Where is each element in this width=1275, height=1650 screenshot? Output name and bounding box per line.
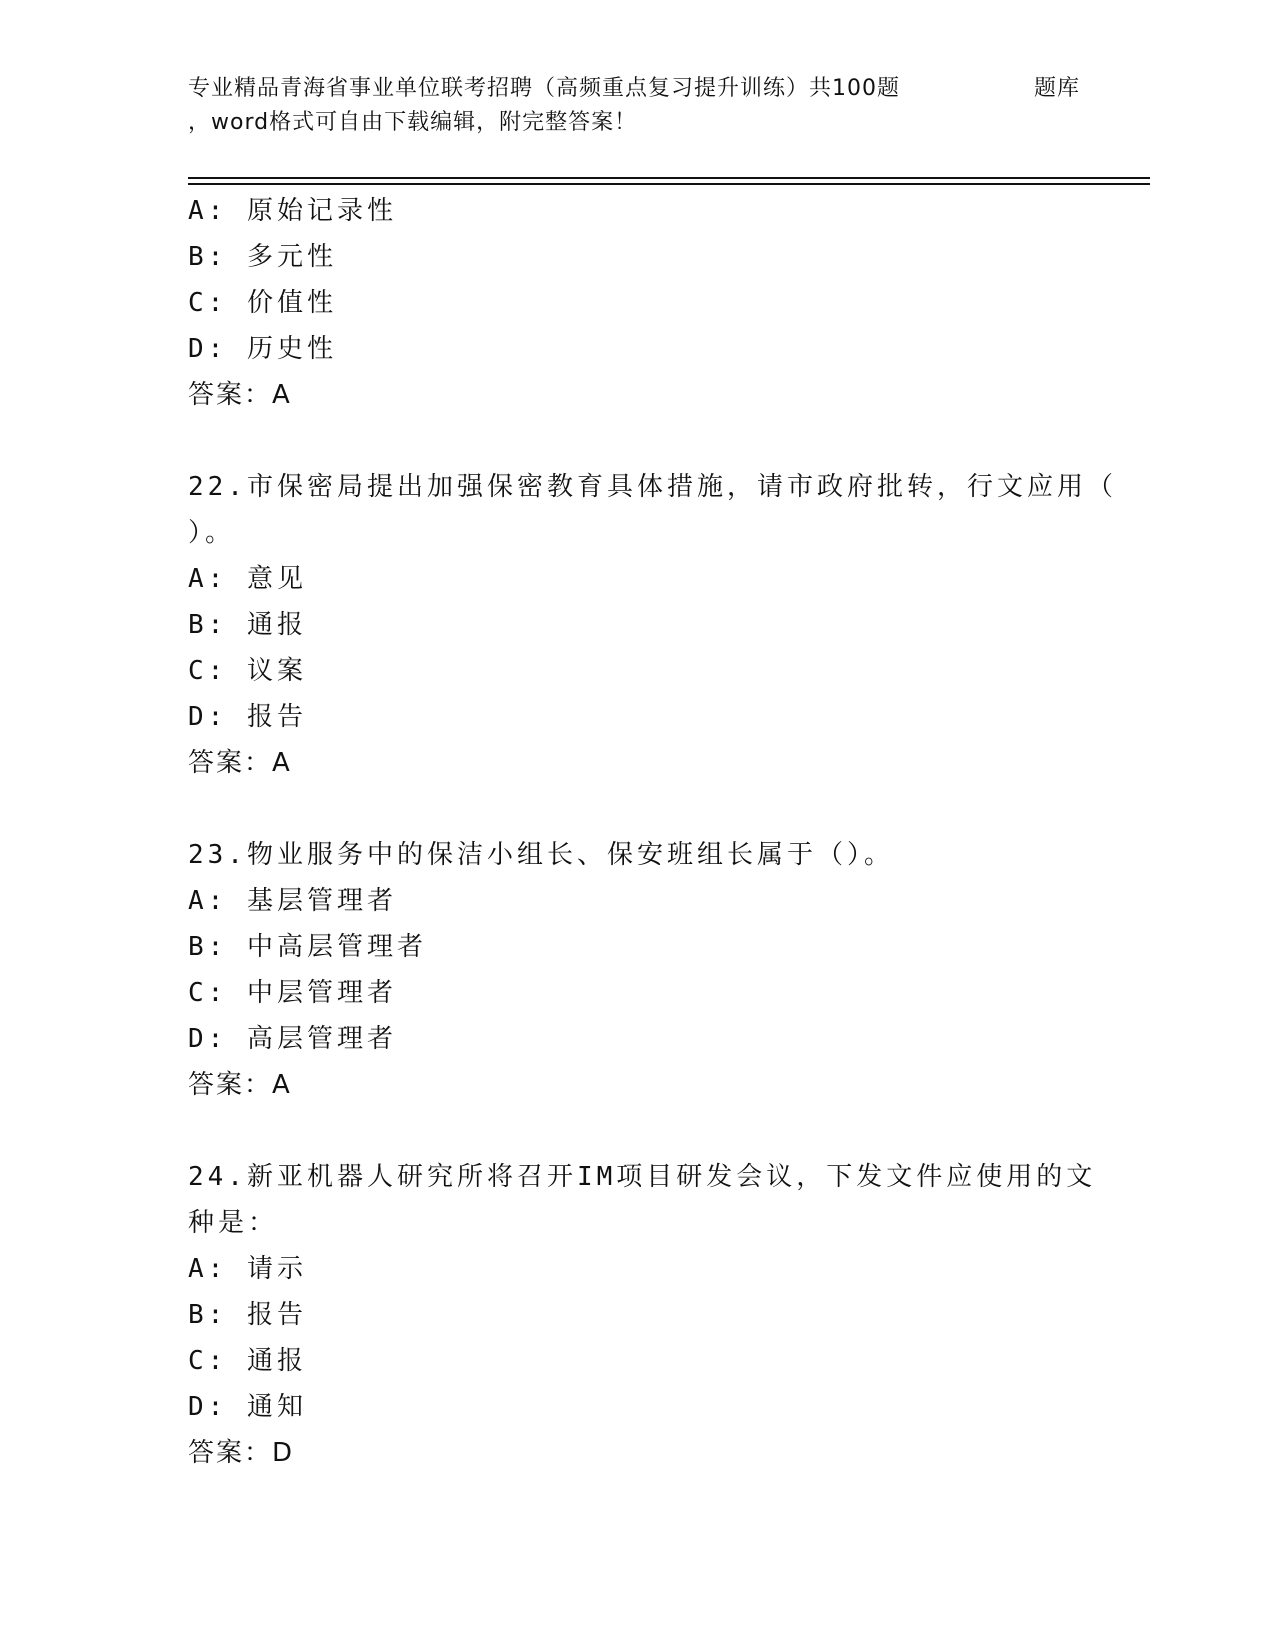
option-a: A: 请示	[188, 1254, 307, 1284]
option-c: C: 价值性	[188, 288, 337, 318]
option-d: D: 高层管理者	[188, 1024, 397, 1054]
option-b: B: 多元性	[188, 242, 337, 272]
question-block-22	[188, 464, 1117, 786]
header-rule-top	[188, 177, 1150, 179]
question-text-line: 种是：	[188, 1208, 279, 1238]
header-line-2: ，word格式可自由下载编辑，附完整答案！	[188, 110, 638, 135]
option-a: A: 意见	[188, 564, 307, 594]
question-text-line: 23.物业服务中的保洁小组长、保安班组长属于（）。	[188, 840, 894, 870]
answer-line: 答案：A	[188, 1070, 292, 1100]
spacer	[188, 786, 1088, 832]
answer-line: 答案：D	[188, 1438, 295, 1468]
question-block-24	[188, 1154, 1097, 1476]
option-b: B: 通报	[188, 610, 307, 640]
question-text-line: 22.市保密局提出加强保密教育具体措施，请市政府批转，行文应用（	[188, 472, 1117, 502]
document-header	[188, 72, 1088, 140]
question-content	[188, 188, 1117, 1476]
option-d: D: 通知	[188, 1392, 307, 1422]
header-rule-bottom	[188, 183, 1150, 185]
spacer	[188, 418, 1088, 464]
answer-line: 答案：A	[188, 380, 292, 410]
option-c: C: 通报	[188, 1346, 307, 1376]
option-b: B: 中高层管理者	[188, 932, 427, 962]
option-d: D: 报告	[188, 702, 307, 732]
header-line-1	[188, 72, 1088, 106]
option-c: C: 中层管理者	[188, 978, 397, 1008]
question-text-line: 24.新亚机器人研究所将召开IM项目研发会议，下发文件应使用的文	[188, 1162, 1097, 1192]
question-block-23	[188, 832, 1088, 1108]
option-a: A: 原始记录性	[188, 196, 397, 226]
header-title: 专业精品青海省事业单位联考招聘（高频重点复习提升训练）共100题	[188, 76, 900, 101]
question-text-line: ）。	[188, 518, 236, 548]
option-c: C: 议案	[188, 656, 307, 686]
spacer	[188, 1108, 1088, 1154]
header-tag: 题库	[1034, 76, 1081, 101]
option-d: D: 历史性	[188, 334, 337, 364]
option-b: B: 报告	[188, 1300, 307, 1330]
option-a: A: 基层管理者	[188, 886, 397, 916]
question-block-21	[188, 188, 1088, 418]
answer-line: 答案：A	[188, 748, 292, 778]
